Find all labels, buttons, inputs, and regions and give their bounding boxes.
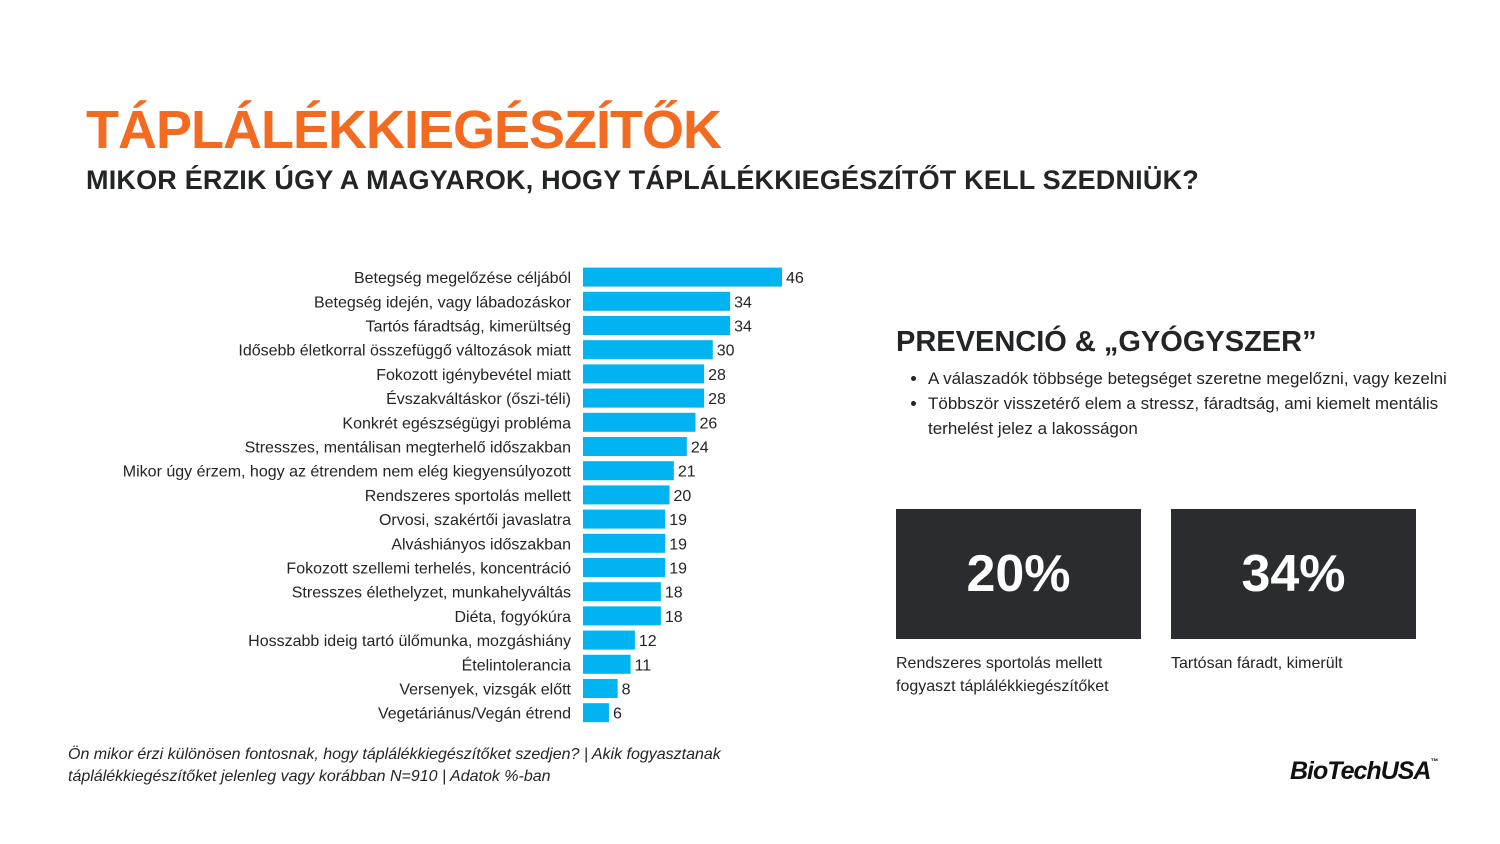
bar-chart xyxy=(0,255,860,735)
bar-label: Évszakváltáskor (őszi-téli) xyxy=(386,391,571,409)
bar-value-label: 12 xyxy=(638,633,657,651)
bar xyxy=(583,631,635,650)
bar-value-label: 24 xyxy=(690,439,709,457)
trademark-mark: ™ xyxy=(1430,757,1439,766)
bar-value-label: 34 xyxy=(734,318,752,336)
bar xyxy=(583,485,670,504)
bar-label: Diéta, fogyókúra xyxy=(454,608,571,626)
bar xyxy=(583,268,782,287)
bar-value-label: 26 xyxy=(699,415,718,433)
bar-label: Mikor úgy érzem, hogy az étrendem nem elég kiegyensúlyozott xyxy=(122,463,571,481)
bar-value-label: 18 xyxy=(664,608,683,626)
brand-logo-text: BioTechUSA xyxy=(1290,757,1431,785)
bar-label: Betegség megelőzése céljából xyxy=(353,270,571,288)
bar-label: Stresszes élethelyzet, munkahelyváltás xyxy=(291,584,571,602)
bar-label: Tartós fáradtság, kimerültség xyxy=(365,318,571,336)
bar xyxy=(583,389,704,408)
bar-value-label: 30 xyxy=(716,342,735,360)
bar xyxy=(583,534,665,553)
bar-value-label: 11 xyxy=(634,657,652,675)
bar-value-label: 28 xyxy=(708,366,726,384)
brand-logo xyxy=(1290,757,1438,786)
bar-value-label: 6 xyxy=(612,705,622,723)
bar-value-label: 28 xyxy=(708,391,726,409)
bar-label: Versenyek, vizsgák előtt xyxy=(399,681,571,699)
bar xyxy=(583,340,713,359)
bar xyxy=(583,679,618,698)
bar xyxy=(583,703,609,722)
bar-label: Rendszeres sportolás mellett xyxy=(364,487,571,505)
bar xyxy=(583,655,631,674)
bar-label: Ételintolerancia xyxy=(461,657,571,675)
bar-value-label: 8 xyxy=(621,681,631,699)
stat-box-fatigue: 34% xyxy=(1171,509,1416,639)
bar-value-label: 21 xyxy=(677,463,696,481)
bar-value-label: 34 xyxy=(734,294,752,312)
bar-label: Fokozott igénybevétel miatt xyxy=(376,366,571,384)
bar xyxy=(583,558,665,577)
bar xyxy=(583,582,661,601)
footnote: Ön mikor érzi különösen fontosnak, hogy táplálékkiegészítőket szedjen? | Akik fogyasztanak táplálékkiegészítőket jelenleg vagy korábban N=910 | Adatok %-ban xyxy=(68,746,721,785)
bar-value-label: 20 xyxy=(673,487,692,505)
bar xyxy=(583,413,695,432)
bar-label: Vegetáriánus/Vegán étrend xyxy=(377,705,571,723)
insight-bullet: • A válaszadók többsége betegséget szeretne megelőzni, vagy kezelni xyxy=(928,366,1448,391)
insight-bullet: • Többször visszetérő elem a stressz, fáradtság, ami kiemelt mentális terhelést jelez a lakosságon xyxy=(928,391,1448,441)
bar-label: Alváshiányos időszakban xyxy=(391,536,571,554)
bar-value-label: 19 xyxy=(669,536,687,554)
insight-list xyxy=(910,366,1448,441)
stat-caption-sport: Rendszeres sportolás mellett fogyaszt táplálékkiegészítőket xyxy=(896,655,1109,695)
bar-label: Konkrét egészségügyi probléma xyxy=(342,415,571,433)
bar-label: Orvosi, szakértői javaslatra xyxy=(378,512,571,530)
bar-label: Betegség idején, vagy lábadozáskor xyxy=(313,294,571,312)
bar-value-label: 18 xyxy=(664,584,683,602)
bar xyxy=(583,510,665,529)
bar-value-label: 46 xyxy=(786,270,804,288)
bar xyxy=(583,316,730,335)
bar xyxy=(583,437,687,456)
bar xyxy=(583,461,674,480)
bar-label: Idősebb életkorral összefüggő változások miatt xyxy=(238,342,571,360)
bar xyxy=(583,364,704,383)
bar xyxy=(583,606,661,625)
page-subtitle: MIKOR ÉRZIK ÚGY A MAGYAROK, HOGY TÁPLÁLÉKKIEGÉSZÍTŐT KELL SZEDNIÜK? xyxy=(86,165,1199,195)
stat-box-sport: 20% xyxy=(896,509,1141,639)
bar xyxy=(583,292,730,311)
insight-heading: PREVENCIÓ & „GYÓGYSZER” xyxy=(896,326,1317,358)
bar-value-label: 19 xyxy=(669,560,687,578)
page-title: TÁPLÁLÉKKIEGÉSZÍTŐK xyxy=(86,100,722,160)
bar-value-label: 19 xyxy=(669,512,687,530)
bar-label: Stresszes, mentálisan megterhelő időszakban xyxy=(244,439,571,457)
bar-label: Fokozott szellemi terhelés, koncentráció xyxy=(286,560,571,578)
bar-label: Hosszabb ideig tartó ülőmunka, mozgáshiány xyxy=(248,633,571,651)
stat-caption-fatigue: Tartósan fáradt, kimerült xyxy=(1171,655,1343,672)
